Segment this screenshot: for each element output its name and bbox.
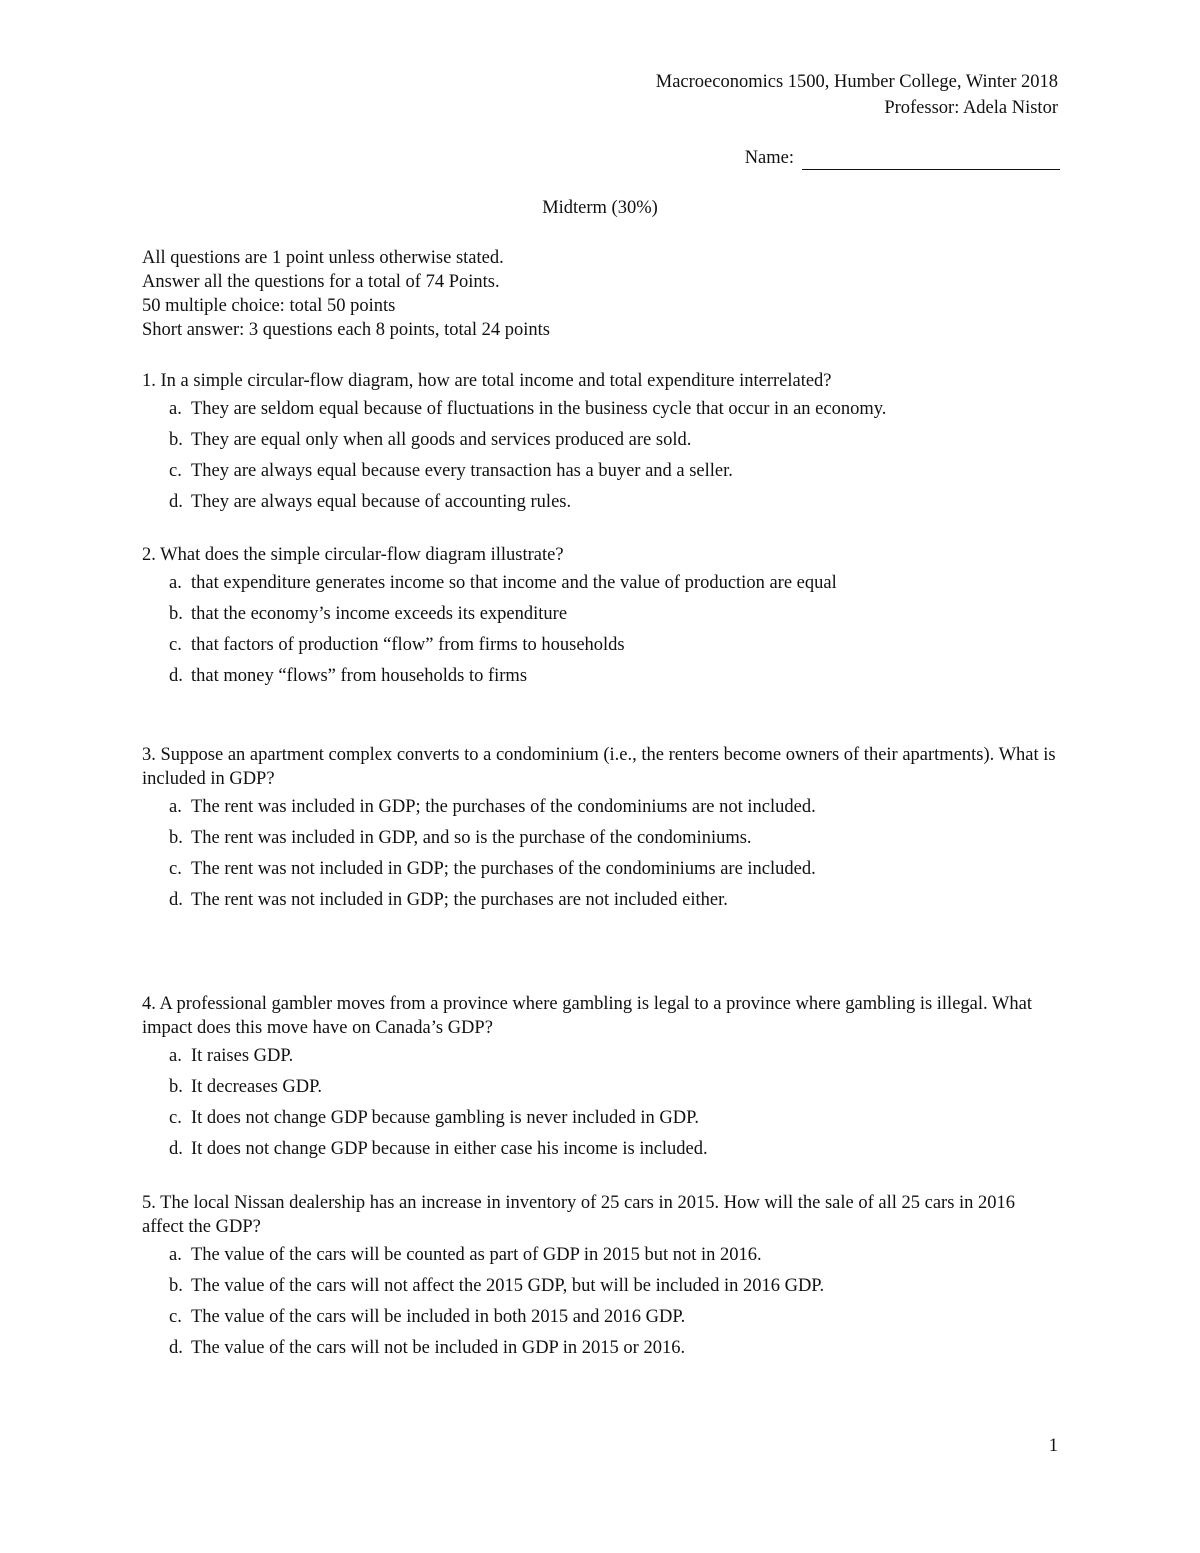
- option-text: The value of the cars will not be included in GDP in 2015 or 2016.: [191, 1338, 686, 1358]
- option-letter: c.: [169, 859, 182, 879]
- option-text: that expenditure generates income so that income and the value of production are equal: [191, 573, 837, 593]
- question-2: [142, 543, 1057, 695]
- option-list: [142, 571, 1057, 688]
- option-letter: b.: [169, 604, 183, 624]
- option-b[interactable]: [142, 428, 1057, 452]
- option-d[interactable]: [142, 490, 1057, 514]
- option-list: [142, 397, 1057, 514]
- option-letter: d.: [169, 1338, 183, 1358]
- option-text: The rent was not included in GDP; the purchases are not included either.: [191, 890, 728, 910]
- option-list: [142, 1044, 1057, 1161]
- option-text: The value of the cars will be counted as part of GDP in 2015 but not in 2016.: [191, 1245, 762, 1265]
- instruction-line: Answer all the questions for a total of 74 Points.: [142, 272, 500, 292]
- instructions: [142, 246, 1062, 342]
- option-text: They are equal only when all goods and services produced are sold.: [191, 430, 692, 450]
- option-letter: d.: [169, 890, 183, 910]
- question-text: 1. In a simple circular-flow diagram, how are total income and total expenditure interrelated?: [142, 371, 832, 391]
- professor-name: Professor: Adela Nistor: [884, 98, 1058, 118]
- option-text: The value of the cars will be included in both 2015 and 2016 GDP.: [191, 1307, 686, 1327]
- option-d[interactable]: [142, 888, 1057, 912]
- option-a[interactable]: [142, 571, 1057, 595]
- option-list: [142, 1243, 1057, 1360]
- option-text: The value of the cars will not affect the 2015 GDP, but will be included in 2016 GDP.: [191, 1276, 825, 1296]
- option-b[interactable]: [142, 1075, 1057, 1099]
- option-letter: b.: [169, 430, 183, 450]
- instruction-line: 50 multiple choice: total 50 points: [142, 296, 396, 316]
- option-letter: d.: [169, 492, 183, 512]
- option-letter: a.: [169, 1046, 182, 1066]
- option-c[interactable]: [142, 459, 1057, 483]
- name-field-row: [745, 146, 1060, 170]
- name-label: Name:: [744, 148, 794, 168]
- course-title: Macroeconomics 1500, Humber College, Winter 2018: [655, 72, 1058, 92]
- option-letter: c.: [169, 1108, 182, 1128]
- option-letter: a.: [169, 573, 182, 593]
- option-letter: c.: [169, 635, 182, 655]
- option-list: [142, 795, 1057, 912]
- option-text: They are always equal because of accounting rules.: [191, 492, 572, 512]
- option-letter: a.: [169, 797, 182, 817]
- option-c[interactable]: [142, 633, 1057, 657]
- option-c[interactable]: [142, 857, 1057, 881]
- option-c[interactable]: [142, 1106, 1057, 1130]
- option-text: They are always equal because every transaction has a buyer and a seller.: [191, 461, 733, 481]
- question-text: 3. Suppose an apartment complex converts to a condominium (i.e., the renters become owners of their apartments). What is included in GDP?: [142, 745, 1056, 789]
- option-letter: a.: [169, 1245, 182, 1265]
- question-text: 5. The local Nissan dealership has an increase in inventory of 25 cars in 2015. How will the sale of all 25 cars in 2016 affect the GDP?: [142, 1193, 1016, 1237]
- option-a[interactable]: [142, 1243, 1057, 1267]
- option-a[interactable]: [142, 397, 1057, 421]
- option-a[interactable]: [142, 795, 1057, 819]
- question-1: [142, 369, 1057, 521]
- option-letter: b.: [169, 1077, 183, 1097]
- option-text: It does not change GDP because gambling is never included in GDP.: [191, 1108, 699, 1128]
- option-text: It raises GDP.: [191, 1046, 294, 1066]
- option-text: It decreases GDP.: [191, 1077, 322, 1097]
- option-text: that factors of production “flow” from firms to households: [191, 635, 625, 655]
- option-letter: b.: [169, 1276, 183, 1296]
- question-text: 2. What does the simple circular-flow diagram illustrate?: [142, 545, 564, 565]
- option-letter: d.: [169, 1139, 183, 1159]
- option-text: The rent was included in GDP, and so is the purchase of the condominiums.: [191, 828, 752, 848]
- option-c[interactable]: [142, 1305, 1057, 1329]
- exam-title: Midterm (30%): [542, 198, 658, 218]
- name-blank-line[interactable]: [802, 149, 1060, 170]
- option-text: that money “flows” from households to firms: [191, 666, 528, 686]
- option-d[interactable]: [142, 1336, 1057, 1360]
- option-letter: a.: [169, 399, 182, 419]
- option-letter: c.: [169, 461, 182, 481]
- question-4: [142, 992, 1057, 1168]
- question-3: [142, 743, 1057, 919]
- option-text: It does not change GDP because in either case his income is included.: [191, 1139, 708, 1159]
- option-text: The rent was included in GDP; the purchases of the condominiums are not included.: [191, 797, 816, 817]
- question-5: [142, 1191, 1057, 1367]
- question-text: 4. A professional gambler moves from a province where gambling is legal to a province where gambling is illegal. What impact does this move have on Canada’s GDP?: [142, 994, 1032, 1038]
- option-text: that the economy’s income exceeds its expenditure: [191, 604, 568, 624]
- page-number: 1: [1048, 1436, 1058, 1456]
- option-a[interactable]: [142, 1044, 1057, 1068]
- option-letter: d.: [169, 666, 183, 686]
- instruction-line: All questions are 1 point unless otherwise stated.: [142, 248, 504, 268]
- option-b[interactable]: [142, 1274, 1057, 1298]
- option-b[interactable]: [142, 602, 1057, 626]
- option-d[interactable]: [142, 664, 1057, 688]
- option-b[interactable]: [142, 826, 1057, 850]
- option-letter: c.: [169, 1307, 182, 1327]
- option-letter: b.: [169, 828, 183, 848]
- option-text: They are seldom equal because of fluctuations in the business cycle that occur in an economy.: [191, 399, 887, 419]
- instruction-line: Short answer: 3 questions each 8 points, total 24 points: [142, 320, 550, 340]
- option-text: The rent was not included in GDP; the purchases of the condominiums are included.: [191, 859, 816, 879]
- option-d[interactable]: [142, 1137, 1057, 1161]
